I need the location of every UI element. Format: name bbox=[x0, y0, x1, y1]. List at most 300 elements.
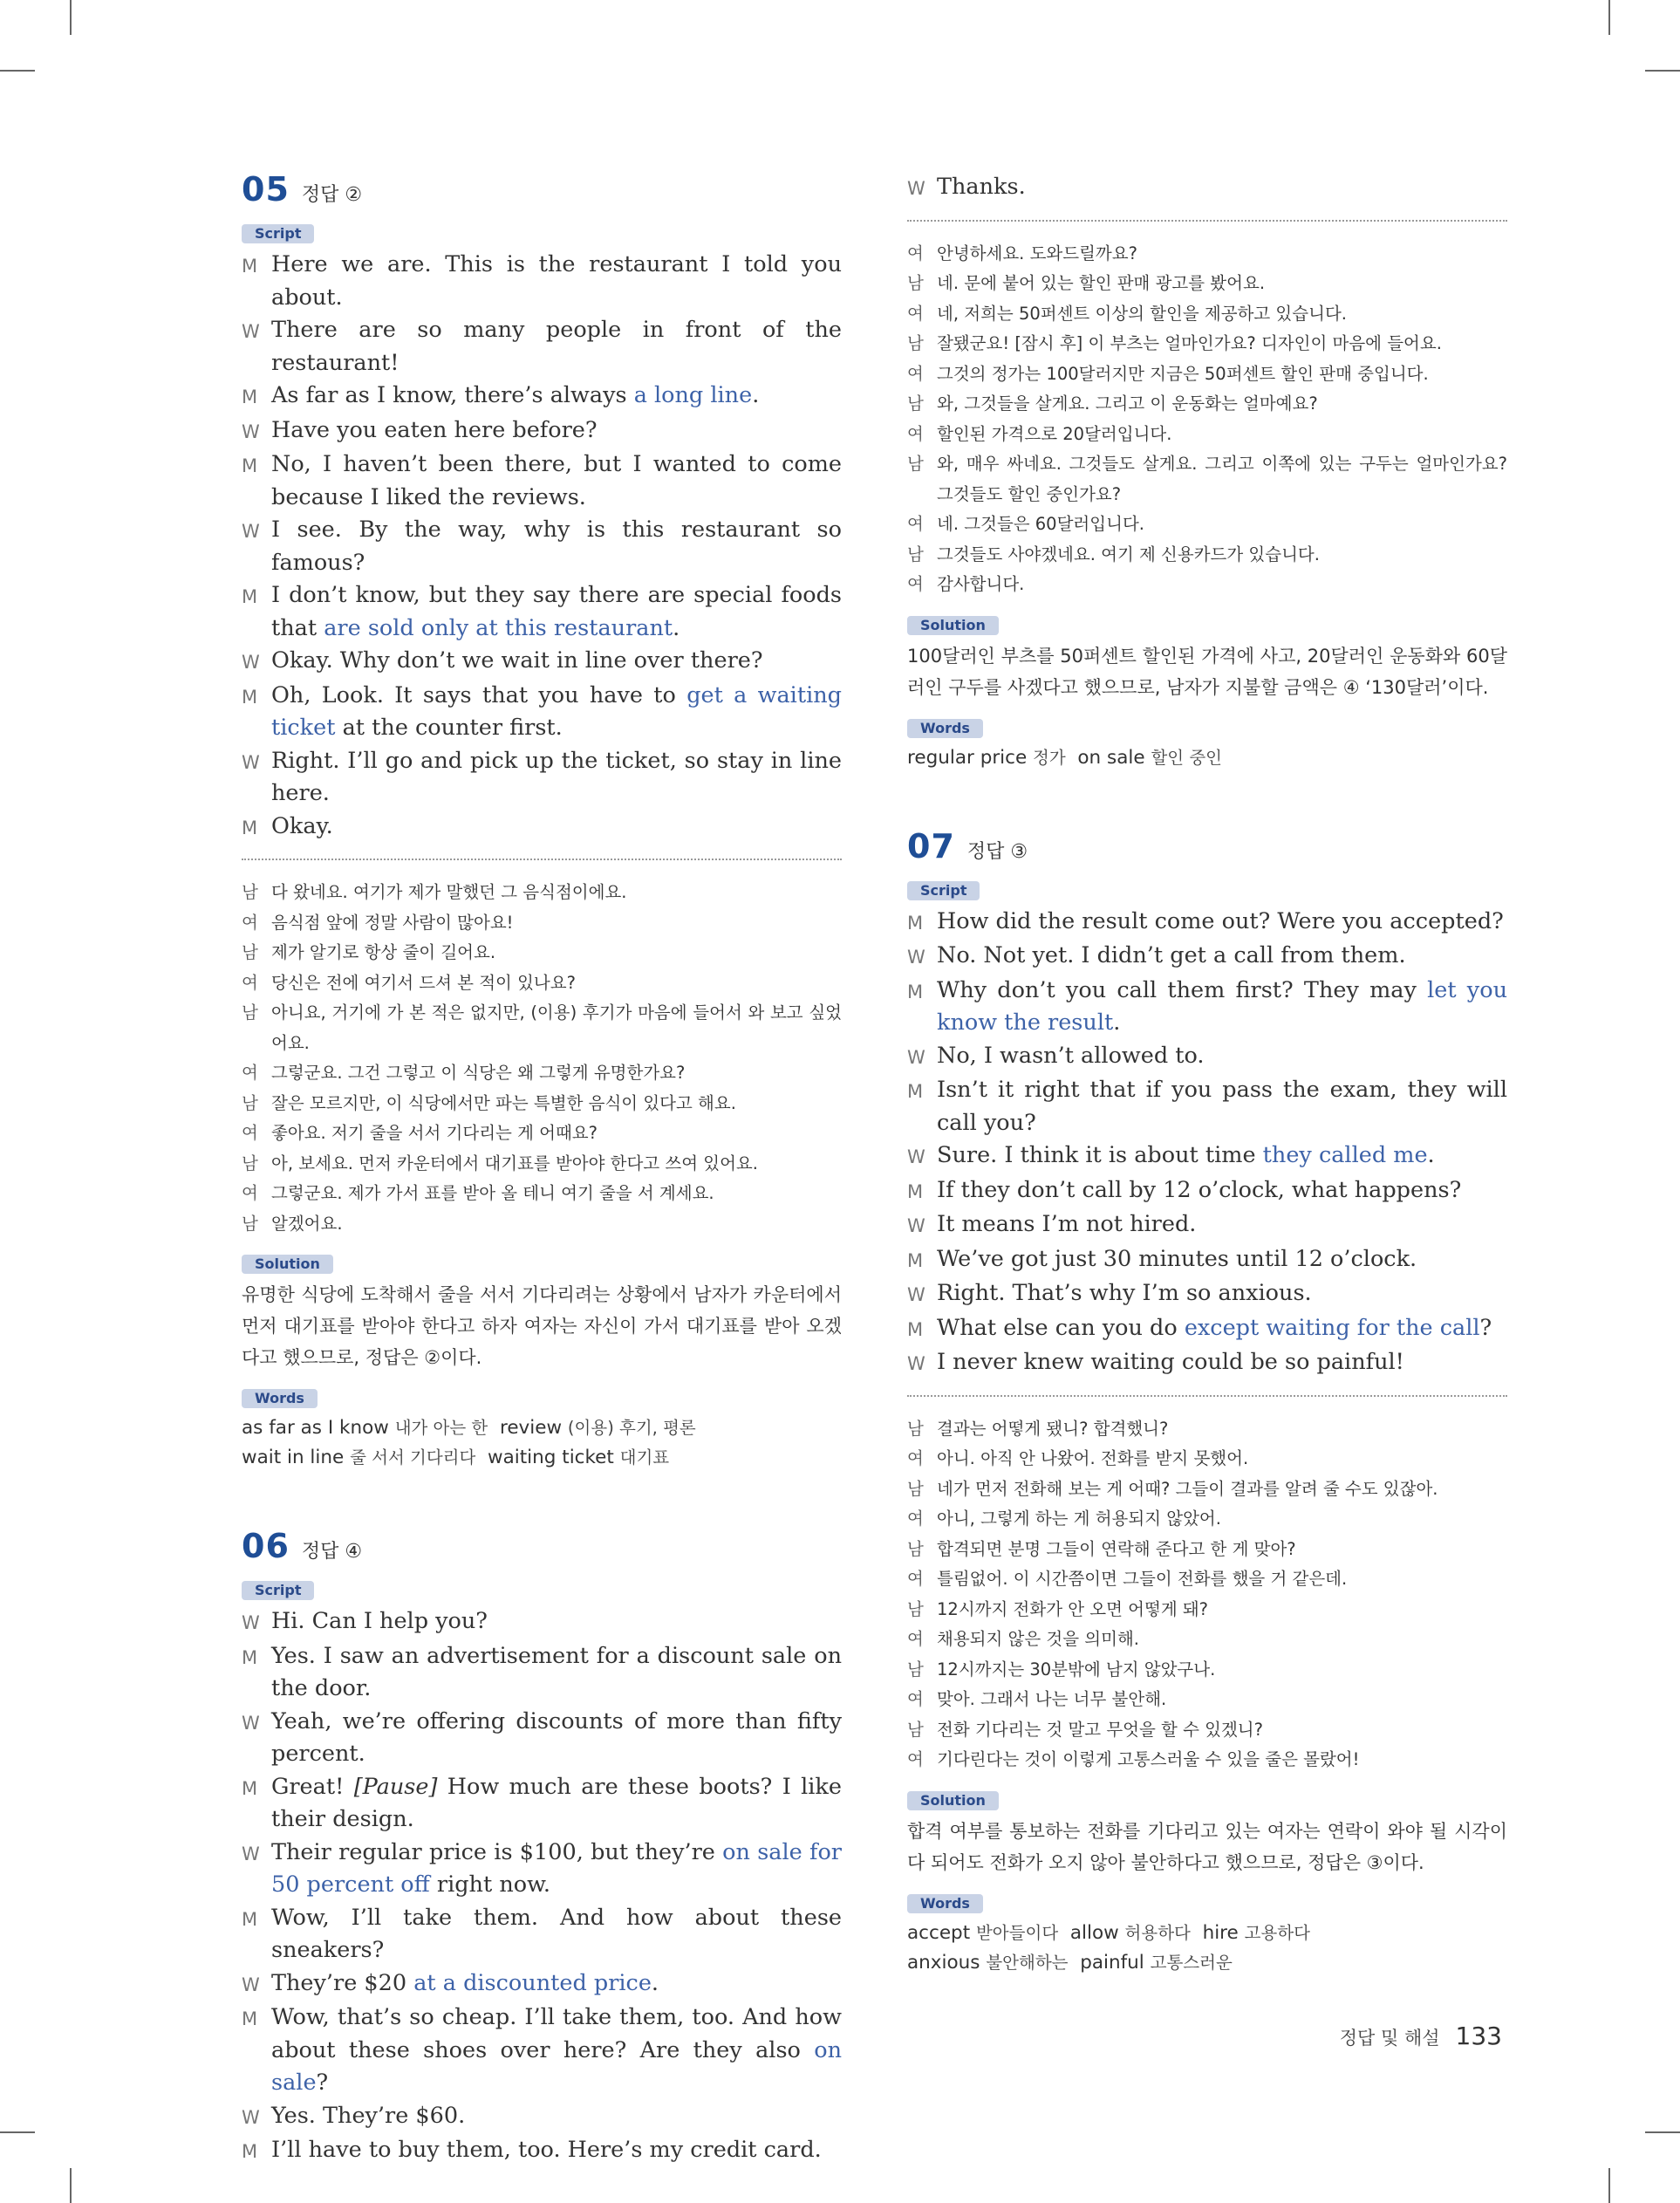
left-column bbox=[242, 170, 842, 2169]
crop-mark bbox=[1608, 2168, 1610, 2203]
translation-line bbox=[242, 878, 842, 908]
vocab-term: waiting ticket bbox=[488, 1447, 614, 1468]
text-run: ? bbox=[316, 2070, 329, 2096]
dialogue-text bbox=[271, 645, 842, 680]
speaker-label: 여 bbox=[242, 1063, 258, 1083]
script-badge: Script bbox=[242, 224, 314, 243]
speaker-label: W bbox=[242, 2106, 260, 2128]
text-run: Thanks. bbox=[937, 174, 1026, 200]
translation-text: 아니요, 거기에 가 본 적은 없지만, (이용) 후기가 마음에 들어서 와 보고 싶었어요. bbox=[271, 1002, 842, 1053]
text-run: Great! bbox=[271, 1773, 354, 1800]
vocabulary-list bbox=[907, 1919, 1507, 1978]
dialogue-line bbox=[242, 1837, 842, 1902]
translation-line bbox=[242, 1179, 842, 1209]
script-dialogue bbox=[242, 1605, 842, 2169]
text-run: If they don’t call by 12 o’clock, what happens? bbox=[937, 1176, 1462, 1203]
dialogue-line bbox=[242, 645, 842, 680]
dialogue-line bbox=[907, 1243, 1507, 1278]
dialogue-line bbox=[242, 1967, 842, 2002]
page-number: 133 bbox=[1455, 2022, 1502, 2050]
dialogue-line bbox=[242, 414, 842, 449]
speaker-label: M bbox=[242, 817, 258, 838]
dialogue-line bbox=[242, 680, 842, 745]
section-header bbox=[242, 1527, 842, 1565]
dialogue-text bbox=[271, 249, 842, 314]
speaker-label: 여 bbox=[907, 1629, 924, 1649]
translation-text: 네. 문에 붙어 있는 할인 판매 광고를 봤어요. bbox=[937, 273, 1266, 293]
text-run: I don’t know, but they say there are special foods that bbox=[271, 582, 842, 641]
dialogue-text bbox=[271, 2134, 842, 2169]
section-06-continued bbox=[907, 171, 1507, 773]
dialogue-line bbox=[242, 2100, 842, 2135]
dialogue-line bbox=[907, 171, 1507, 206]
highlighted-phrase: get a waiting ticket bbox=[271, 681, 842, 741]
dialogue-text bbox=[937, 1208, 1507, 1243]
dialogue-line bbox=[242, 1706, 842, 1771]
dialogue-line bbox=[242, 2001, 842, 2100]
vocab-meaning: 내가 아는 한 bbox=[394, 1418, 488, 1438]
translation-line bbox=[907, 1535, 1507, 1565]
translation-line bbox=[242, 1149, 842, 1180]
speaker-label: W bbox=[907, 1215, 925, 1236]
speaker-label: W bbox=[907, 1284, 925, 1305]
dialogue-text bbox=[271, 414, 842, 449]
translation-line bbox=[907, 1745, 1507, 1775]
speaker-label: 남 bbox=[907, 1659, 924, 1680]
translation-text: 합격되면 분명 그들이 연락해 준다고 한 게 맞아? bbox=[937, 1538, 1296, 1559]
speaker-label: 여 bbox=[907, 423, 924, 444]
vocab-meaning: 줄 서서 기다리다 bbox=[350, 1447, 476, 1468]
dialogue-text bbox=[937, 1074, 1507, 1139]
text-run: Wow, that’s so cheap. I’ll take them, too. And how about these shoes over here? Are they also bbox=[271, 2004, 842, 2063]
text-run: Right. That’s why I’m so anxious. bbox=[937, 1280, 1312, 1306]
vocab-term: as far as I know bbox=[242, 1417, 389, 1439]
solution-text: 유명한 식당에 도착해서 줄을 서서 기다리려는 상황에서 남자가 카운터에서 먼저 대기표를 받아야 한다고 하자 여자는 자신이 가서 대기표를 받아 오겠다고 했으므로, 정답은 ②이다. bbox=[242, 1284, 842, 1368]
text-run: right now. bbox=[429, 1871, 551, 1898]
text-run: No, I wasn’t allowed to. bbox=[937, 1042, 1205, 1069]
translation-line bbox=[907, 1504, 1507, 1535]
dialogue-text bbox=[937, 975, 1507, 1040]
text-run: As far as I know, there’s always bbox=[271, 382, 634, 408]
translation-text: 잘됐군요! [잠시 후] 이 부츠는 얼마인가요? 디자인이 마음에 들어요. bbox=[937, 333, 1442, 353]
dialogue-text bbox=[271, 1771, 842, 1837]
vocab-meaning: (이용) 후기, 평론 bbox=[567, 1418, 696, 1438]
text-run: I see. By the way, why is this restaurant so famous? bbox=[271, 517, 842, 576]
speaker-label: 여 bbox=[242, 972, 258, 993]
translation-text: 12시까지 전화가 안 오면 어떻게 돼? bbox=[937, 1598, 1209, 1619]
speaker-label: M bbox=[242, 256, 258, 277]
speaker-label: M bbox=[242, 455, 258, 476]
translation-line bbox=[907, 1444, 1507, 1474]
dialogue-line bbox=[242, 1902, 842, 1967]
translation-text: 네. 그것들은 60달러입니다. bbox=[937, 514, 1144, 534]
translation-text: 할인된 가격으로 20달러입니다. bbox=[937, 423, 1172, 444]
translation-line bbox=[907, 1414, 1507, 1445]
speaker-label: 남 bbox=[907, 393, 924, 414]
dialogue-line bbox=[907, 940, 1507, 975]
translation-text: 네, 저희는 50퍼센트 이상의 할인을 제공하고 있습니다. bbox=[937, 303, 1347, 324]
translation-text: 아, 보세요. 먼저 카운터에서 대기표를 받아야 한다고 쓰여 있어요. bbox=[271, 1153, 758, 1173]
highlighted-phrase: let you know the result bbox=[937, 976, 1507, 1036]
dialogue-text bbox=[271, 1967, 842, 2002]
speaker-label: W bbox=[242, 1712, 260, 1734]
highlighted-phrase: at a discounted price bbox=[413, 1969, 652, 1996]
stage-direction: [Pause] bbox=[353, 1773, 438, 1800]
dialogue-line bbox=[242, 314, 842, 380]
translation-text: 아니, 그렇게 하는 게 허용되지 않았어. bbox=[937, 1509, 1221, 1529]
text-run: Okay. Why don’t we wait in line over there? bbox=[271, 647, 763, 674]
translation-text: 다 왔네요. 여기가 제가 말했던 그 음식점이에요. bbox=[271, 882, 627, 902]
text-run: Yes. I saw an advertisement for a discount sale on the door. bbox=[271, 1642, 842, 1701]
speaker-label: M bbox=[242, 1646, 258, 1668]
text-run: Okay. bbox=[271, 812, 333, 839]
section-number: 06 bbox=[242, 1527, 290, 1565]
dialogue-text bbox=[271, 1605, 842, 1640]
speaker-label: 남 bbox=[907, 1418, 924, 1439]
dialogue-line bbox=[907, 1346, 1507, 1381]
dialogue-text bbox=[937, 1174, 1507, 1209]
script-badge: Script bbox=[242, 1581, 314, 1600]
text-run: Oh, Look. It says that you have to bbox=[271, 681, 687, 708]
vocabulary-row bbox=[907, 1948, 1507, 1978]
vocab-meaning: 고통스러운 bbox=[1150, 1952, 1233, 1973]
dialogue-line bbox=[907, 1174, 1507, 1209]
text-run: Hi. Can I help you? bbox=[271, 1608, 488, 1634]
dialogue-line bbox=[242, 1640, 842, 1706]
right-column bbox=[907, 171, 1507, 1978]
text-run: No, I haven’t been there, but I wanted to come because I liked the reviews. bbox=[271, 451, 842, 510]
vocab-term: regular price bbox=[907, 746, 1028, 769]
vocab-term: anxious bbox=[907, 1951, 980, 1974]
words-badge: Words bbox=[907, 1894, 983, 1913]
section-07 bbox=[907, 827, 1507, 1978]
dialogue-text bbox=[271, 811, 842, 845]
translation-line bbox=[907, 420, 1507, 450]
dialogue-text bbox=[271, 2100, 842, 2135]
vocab-meaning: 할인 중인 bbox=[1151, 747, 1222, 768]
solution-text: 합격 여부를 통보하는 전화를 기다리고 있는 여자는 연락이 와야 될 시각이 다 되어도 전화가 오지 않아 불안하다고 했으므로, 정답은 ③이다. bbox=[907, 1820, 1507, 1873]
translation-text: 음식점 앞에 정말 사람이 많아요! bbox=[271, 912, 514, 933]
text-run: Yes. They’re $60. bbox=[271, 2102, 466, 2129]
words-badge: Words bbox=[242, 1389, 318, 1408]
answer-label: 정답 ② bbox=[301, 184, 363, 206]
dialogue-line bbox=[907, 1312, 1507, 1347]
speaker-label: 여 bbox=[907, 363, 924, 384]
speaker-label: M bbox=[242, 2141, 258, 2162]
translation-line bbox=[907, 1625, 1507, 1655]
text-run: Here we are. This is the restaurant I told you about. bbox=[271, 251, 842, 311]
text-run: ? bbox=[1479, 1314, 1492, 1341]
dialogue-line bbox=[242, 579, 842, 645]
text-run: There are so many people in front of the restaurant! bbox=[271, 317, 842, 376]
vocab-meaning: 불안해하는 bbox=[986, 1952, 1069, 1973]
vocab-term: wait in line bbox=[242, 1447, 345, 1468]
text-run: What else can you do bbox=[937, 1314, 1185, 1341]
translation-text: 알겠어요. bbox=[271, 1213, 343, 1234]
text-run: . bbox=[752, 382, 760, 408]
dialogue-line bbox=[242, 1771, 842, 1837]
translation-text: 와, 매우 싸네요. 그것들도 살게요. 그리고 이쪽에 있는 구두는 얼마인가요? 그것들도 할인 중인가요? bbox=[937, 454, 1507, 504]
crop-mark bbox=[1645, 2131, 1680, 2133]
vocabulary-list bbox=[907, 743, 1507, 773]
translation-text: 그것의 정가는 100달러지만 지금은 50퍼센트 할인 판매 중입니다. bbox=[937, 363, 1429, 384]
section-number: 05 bbox=[242, 170, 290, 209]
text-run: I never knew waiting could be so painful! bbox=[937, 1349, 1404, 1375]
highlighted-phrase: on sale for 50 percent off bbox=[271, 1838, 842, 1898]
translation-line bbox=[907, 1715, 1507, 1746]
text-run: . bbox=[651, 1969, 659, 1996]
text-run: No. Not yet. I didn’t get a call from them. bbox=[937, 942, 1406, 968]
speaker-label: M bbox=[907, 1249, 924, 1271]
answer-label: 정답 ④ bbox=[301, 1541, 363, 1563]
speaker-label: 여 bbox=[242, 1123, 258, 1143]
vocab-term: review bbox=[499, 1417, 563, 1439]
translation-text: 그렇군요. 그건 그렇고 이 식당은 왜 그렇게 유명한가요? bbox=[271, 1063, 686, 1083]
dialogue-text bbox=[271, 1837, 842, 1902]
speaker-label: W bbox=[907, 178, 925, 199]
translation-line bbox=[907, 269, 1507, 299]
crop-mark bbox=[0, 2131, 35, 2133]
section-header bbox=[907, 827, 1507, 865]
translation-line bbox=[242, 908, 842, 939]
translation-text: 와, 그것들을 살게요. 그리고 이 운동화는 얼마예요? bbox=[937, 393, 1318, 414]
speaker-label: 여 bbox=[907, 1689, 924, 1709]
dialogue-line bbox=[907, 975, 1507, 1040]
speaker-label: W bbox=[242, 1843, 260, 1864]
speaker-label: 남 bbox=[242, 1002, 258, 1023]
vocab-meaning: 허용하다 bbox=[1124, 1922, 1191, 1943]
speaker-label: M bbox=[242, 1777, 258, 1799]
translation-text: 그것들도 사야겠네요. 여기 제 신용카드가 있습니다. bbox=[937, 544, 1320, 564]
translation-line bbox=[907, 510, 1507, 540]
speaker-label: M bbox=[242, 387, 258, 407]
dialogue-text bbox=[937, 1040, 1507, 1075]
translation-line bbox=[907, 449, 1507, 510]
dialogue-line bbox=[242, 745, 842, 811]
solution-badge: Solution bbox=[242, 1255, 333, 1274]
translation-line bbox=[242, 1058, 842, 1089]
speaker-label: 남 bbox=[907, 1538, 924, 1559]
dialogue-text bbox=[937, 1277, 1507, 1312]
vocab-term: hire bbox=[1202, 1921, 1239, 1944]
speaker-label: M bbox=[242, 686, 258, 708]
speaker-label: M bbox=[242, 586, 258, 607]
translation-line bbox=[242, 1119, 842, 1149]
highlighted-phrase: on sale bbox=[271, 2036, 842, 2096]
translation-line bbox=[907, 299, 1507, 330]
speaker-label: M bbox=[907, 1318, 924, 1340]
words-badge: Words bbox=[907, 719, 983, 738]
dialogue-text bbox=[271, 380, 842, 414]
dialogue-text bbox=[937, 1312, 1507, 1347]
translation-line bbox=[907, 359, 1507, 390]
section-06 bbox=[242, 1527, 842, 2169]
speaker-label: M bbox=[907, 1081, 924, 1102]
speaker-label: 여 bbox=[907, 1749, 924, 1769]
speaker-label: 여 bbox=[907, 1448, 924, 1468]
dialogue-text bbox=[937, 906, 1507, 941]
speaker-label: 남 bbox=[907, 544, 924, 564]
speaker-label: 여 bbox=[907, 574, 924, 594]
dialogue-text bbox=[271, 514, 842, 579]
text-run: Wow, I’ll take them. And how about these sneakers? bbox=[271, 1904, 842, 1963]
speaker-label: 여 bbox=[907, 243, 924, 263]
dialogue-text bbox=[271, 1706, 842, 1771]
translation-text: 제가 알기로 항상 줄이 길어요. bbox=[271, 942, 496, 962]
translation-text: 채용되지 않은 것을 의미해. bbox=[937, 1629, 1140, 1649]
footer-label: 정답 및 해설 bbox=[1339, 2028, 1440, 2049]
dialogue-line bbox=[242, 380, 842, 414]
speaker-label: M bbox=[907, 912, 924, 934]
highlighted-phrase: they called me bbox=[1262, 1142, 1428, 1168]
dialogue-text bbox=[271, 448, 842, 514]
text-run: Yeah, we’re offering discounts of more than fifty percent. bbox=[271, 1707, 842, 1767]
script-dialogue bbox=[242, 249, 842, 845]
translation-line bbox=[242, 968, 842, 999]
speaker-label: 남 bbox=[907, 454, 924, 474]
speaker-label: 남 bbox=[907, 333, 924, 353]
speaker-label: M bbox=[242, 2008, 258, 2029]
text-run: at the counter first. bbox=[335, 715, 563, 741]
speaker-label: W bbox=[242, 1612, 260, 1633]
highlighted-phrase: are sold only at this restaurant bbox=[324, 614, 673, 641]
dialogue-text bbox=[937, 171, 1507, 206]
translation-line bbox=[242, 1209, 842, 1240]
text-run: How did the result come out? Were you accepted? bbox=[937, 907, 1504, 934]
speaker-label: 여 bbox=[907, 1569, 924, 1589]
vocab-term: accept bbox=[907, 1921, 971, 1944]
dialogue-text bbox=[271, 579, 842, 645]
vocab-term: painful bbox=[1080, 1951, 1144, 1974]
vocabulary-row bbox=[907, 1919, 1507, 1948]
translation-line bbox=[907, 1655, 1507, 1686]
script-dialogue-continued bbox=[907, 171, 1507, 206]
dialogue-text bbox=[271, 314, 842, 380]
korean-translation bbox=[907, 1414, 1507, 1775]
speaker-label: W bbox=[907, 1353, 925, 1374]
text-run: Right. I’ll go and pick up the ticket, so stay in line here. bbox=[271, 747, 842, 806]
dotted-divider bbox=[907, 1395, 1507, 1397]
speaker-label: 여 bbox=[907, 514, 924, 534]
translation-text: 결과는 어떻게 됐니? 합격했니? bbox=[937, 1418, 1169, 1439]
vocab-meaning: 받아들이다 bbox=[975, 1922, 1059, 1943]
translation-line bbox=[907, 239, 1507, 270]
speaker-label: M bbox=[907, 1180, 924, 1202]
translation-text: 12시까지는 30분밖에 남지 않았구나. bbox=[937, 1659, 1216, 1680]
translation-line bbox=[242, 1089, 842, 1119]
text-run: Sure. I think it is about time bbox=[937, 1142, 1263, 1168]
translation-line bbox=[907, 1595, 1507, 1625]
dialogue-line bbox=[907, 1074, 1507, 1139]
page-footer bbox=[1340, 2022, 1502, 2050]
crop-mark bbox=[70, 2168, 72, 2203]
speaker-label: W bbox=[242, 521, 260, 542]
korean-translation bbox=[242, 878, 842, 1239]
translation-text: 틀림없어. 이 시간쯤이면 그들이 전화를 했을 거 같은데. bbox=[937, 1569, 1348, 1589]
speaker-label: W bbox=[242, 751, 260, 773]
vocabulary-row bbox=[242, 1443, 842, 1473]
dialogue-line bbox=[242, 811, 842, 845]
dotted-divider bbox=[907, 220, 1507, 222]
speaker-label: 여 bbox=[242, 912, 258, 933]
speaker-label: W bbox=[242, 321, 260, 342]
crop-mark bbox=[1608, 0, 1610, 35]
solution-badge: Solution bbox=[907, 1791, 999, 1810]
script-dialogue bbox=[907, 906, 1507, 1381]
speaker-label: M bbox=[907, 981, 924, 1002]
crop-mark bbox=[1645, 70, 1680, 72]
dialogue-line bbox=[242, 448, 842, 514]
translation-line bbox=[907, 1564, 1507, 1595]
dialogue-text bbox=[937, 1346, 1507, 1381]
speaker-label: W bbox=[907, 947, 925, 968]
translation-text: 전화 기다리는 것 말고 무엇을 할 수 있겠니? bbox=[937, 1719, 1263, 1740]
translation-line bbox=[907, 540, 1507, 571]
solution-text: 100달러인 부츠를 50퍼센트 할인된 가격에 사고, 20달러인 운동화와 60달러인 구두를 사겠다고 했으므로, 남자가 지불할 금액은 ④ ‘130달러’이다. bbox=[907, 645, 1507, 698]
translation-line bbox=[242, 998, 842, 1058]
speaker-label: 남 bbox=[242, 1153, 258, 1173]
vocab-meaning: 고용하다 bbox=[1244, 1922, 1310, 1943]
translation-text: 잘은 모르지만, 이 식당에서만 파는 특별한 음식이 있다고 해요. bbox=[271, 1092, 736, 1113]
text-run: I’ll have to buy them, too. Here’s my credit card. bbox=[271, 2137, 822, 2163]
dialogue-text bbox=[271, 745, 842, 811]
dialogue-text bbox=[937, 1243, 1507, 1278]
translation-text: 아니. 아직 안 나왔어. 전화를 받지 못했어. bbox=[937, 1448, 1249, 1468]
dialogue-line bbox=[907, 1139, 1507, 1174]
translation-text: 안녕하세요. 도와드릴까요? bbox=[937, 243, 1137, 263]
highlighted-phrase: except waiting for the call bbox=[1184, 1314, 1480, 1341]
vocab-term: on sale bbox=[1077, 746, 1145, 769]
translation-text: 맞아. 그래서 나는 너무 불안해. bbox=[937, 1689, 1167, 1709]
dialogue-line bbox=[242, 2134, 842, 2169]
text-run: It means I’m not hired. bbox=[937, 1211, 1197, 1237]
speaker-label: 여 bbox=[242, 1183, 258, 1203]
text-run: . bbox=[673, 614, 680, 641]
translation-line bbox=[907, 389, 1507, 420]
text-run: Have you eaten here before? bbox=[271, 416, 598, 443]
text-run: They’re $20 bbox=[271, 1969, 414, 1996]
speaker-label: 남 bbox=[907, 1478, 924, 1499]
dialogue-line bbox=[242, 1605, 842, 1640]
speaker-label: W bbox=[242, 652, 260, 673]
speaker-label: W bbox=[907, 1146, 925, 1167]
text-run: Why don’t you call them first? They may bbox=[937, 976, 1428, 1003]
translation-line bbox=[907, 329, 1507, 359]
dialogue-text bbox=[271, 2001, 842, 2100]
speaker-label: 남 bbox=[242, 1213, 258, 1234]
dialogue-text bbox=[937, 1139, 1507, 1174]
vocabulary-row bbox=[242, 1413, 842, 1443]
solution-badge: Solution bbox=[907, 616, 999, 635]
speaker-label: 남 bbox=[242, 942, 258, 962]
dialogue-line bbox=[907, 906, 1507, 941]
text-run: How much are these boots? I like their design. bbox=[271, 1773, 842, 1832]
translation-line bbox=[907, 570, 1507, 600]
speaker-label: 남 bbox=[242, 882, 258, 902]
section-header bbox=[242, 170, 842, 209]
speaker-label: 여 bbox=[907, 1509, 924, 1529]
dialogue-text bbox=[271, 1902, 842, 1967]
answer-label: 정답 ③ bbox=[966, 840, 1028, 863]
section-05 bbox=[242, 170, 842, 1473]
text-run: . bbox=[1113, 1009, 1121, 1036]
translation-text: 감사합니다. bbox=[937, 574, 1025, 594]
text-run: We’ve got just 30 minutes until 12 o’clock. bbox=[937, 1245, 1417, 1272]
text-run: Their regular price is $100, but they’re bbox=[271, 1838, 723, 1865]
dialogue-line bbox=[242, 249, 842, 314]
speaker-label: 남 bbox=[907, 273, 924, 293]
dialogue-line bbox=[907, 1277, 1507, 1312]
